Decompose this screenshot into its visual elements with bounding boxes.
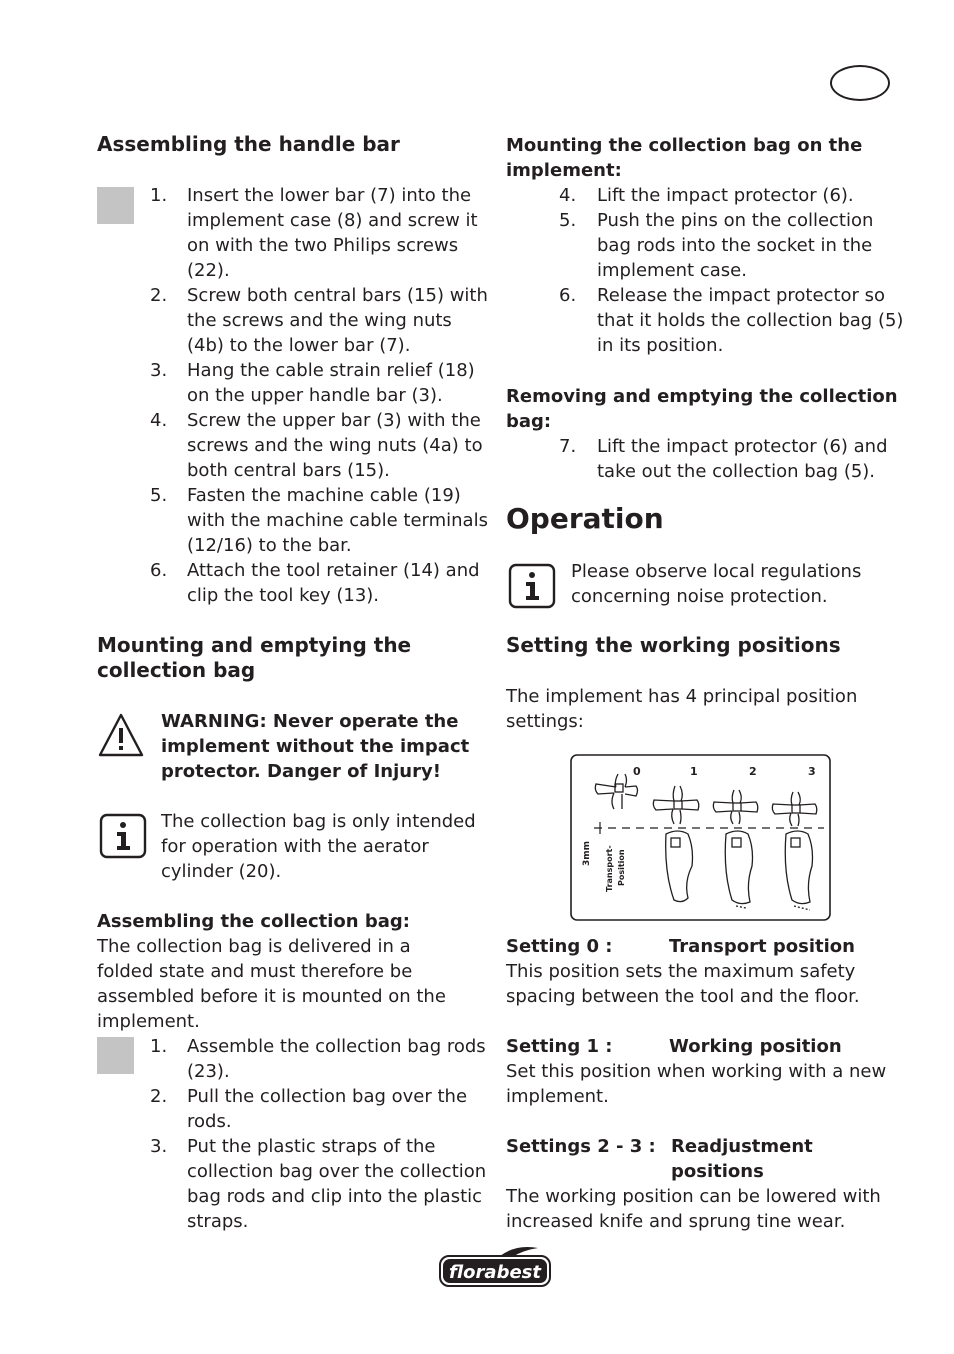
info-icon: [508, 563, 556, 609]
setting-name: Transport position: [669, 936, 855, 957]
handlebar-steps: [97, 183, 489, 608]
list-item: 6. Release the impact protector so that it holds the collection bag (5) in its position.: [559, 285, 904, 356]
list-item: 7. Lift the impact protector (6) and take out the collection bag (5).: [559, 436, 888, 482]
remove-bag-title: Removing and emptying the collection bag:: [506, 386, 898, 432]
mount-bag-title: Mounting the collection bag on the implement:: [506, 135, 863, 181]
list-item: 4. Lift the impact protector (6).: [559, 185, 854, 206]
setting-2-3: [506, 1134, 906, 1234]
setting-text: Set this position when working with a new implement.: [506, 1061, 887, 1107]
setting-name: Working position: [669, 1036, 842, 1057]
handlebar-title: Assembling the handle bar: [97, 132, 400, 156]
mounting-heading: [97, 633, 489, 683]
remove-bag-block: [506, 384, 906, 484]
settings-block: [506, 934, 906, 1234]
mounting-title: Mounting and emptying the collection bag: [97, 633, 412, 682]
language-marker: [830, 65, 890, 101]
left-column: [97, 132, 489, 157]
mm-label: 3mm: [582, 840, 592, 866]
mount-bag-block: [506, 133, 906, 358]
warning-text: WARNING: Never operate the implement without the impact protector. Danger of Injury!: [161, 711, 470, 782]
info-text: The collection bag is only intended for operation with the aerator cylinder (20).: [161, 811, 476, 882]
info-block: [161, 809, 481, 884]
position-label: 3: [808, 765, 816, 778]
setting-label: Settings 2 - 3 :: [506, 1136, 656, 1157]
list-item: 1. Assemble the collection bag rods (23).: [150, 1036, 486, 1082]
operation-heading: [506, 502, 906, 536]
transport-label: Transport-: [605, 845, 614, 892]
logo-text: florabest: [449, 1262, 541, 1283]
operation-title: Operation: [506, 502, 664, 535]
list-item: 5. Push the pins on the collection bag rods into the socket in the implement case.: [559, 210, 874, 281]
info-icon: [99, 813, 147, 859]
list-item: 3. Put the plastic straps of the collection bag over the collection bag rods and clip into the plastic straps.: [150, 1136, 487, 1232]
assembling-title: Assembling the collection bag:: [97, 911, 410, 932]
warning-icon: [97, 712, 145, 758]
list-item: 2. Screw both central bars (15) with the screws and the wing nuts (4b) to the lower bar (7).: [150, 285, 488, 356]
florabest-logo: [438, 1244, 552, 1290]
position-label: 0: [633, 765, 641, 778]
working-intro-block: [506, 684, 891, 734]
working-intro: The implement has 4 principal position settings:: [506, 686, 858, 732]
position-label: 2: [749, 765, 757, 778]
working-positions-figure: [570, 754, 832, 922]
list-item: 1. Insert the lower bar (7) into the implement case (8) and screw it on with the two Philips screws (22).: [150, 185, 478, 281]
working-title: Setting the working positions: [506, 633, 841, 657]
setting-label: Setting 1 :: [506, 1036, 613, 1057]
bag-steps: [97, 1034, 489, 1234]
operation-info-text: Please observe local regulations concerning noise protection.: [571, 561, 862, 607]
setting-text: The working position can be lowered with increased knife and sprung tine wear.: [506, 1186, 881, 1232]
working-heading: [506, 633, 906, 658]
position-label: 1: [690, 765, 698, 778]
setting-text: This position sets the maximum safety spacing between the tool and the floor.: [506, 961, 860, 1007]
transport-label: Position: [617, 849, 626, 886]
list-item: 6. Attach the tool retainer (14) and clip the tool key (13).: [150, 560, 480, 606]
list-item: 2. Pull the collection bag over the rods.: [150, 1086, 468, 1132]
setting-label: Setting 0 :: [506, 936, 613, 957]
list-item: 4. Screw the upper bar (3) with the screws and the wing nuts (4a) to both central bars (15).: [150, 410, 483, 481]
list-item: 5. Fasten the machine cable (19) with the machine cable terminals (12/16) to the bar.: [150, 485, 488, 556]
setting-1: [506, 1034, 906, 1109]
assembling-block: [97, 909, 472, 1034]
setting-0: [506, 934, 906, 1009]
operation-info: [571, 559, 891, 609]
list-item: 3. Hang the cable strain relief (18) on the upper handle bar (3).: [150, 360, 475, 406]
assembling-text: The collection bag is delivered in a folded state and must therefore be assembled before it is mounted on the implement.: [97, 936, 446, 1032]
setting-name: Readjustment positions: [671, 1136, 813, 1182]
warning-block: [161, 709, 489, 784]
